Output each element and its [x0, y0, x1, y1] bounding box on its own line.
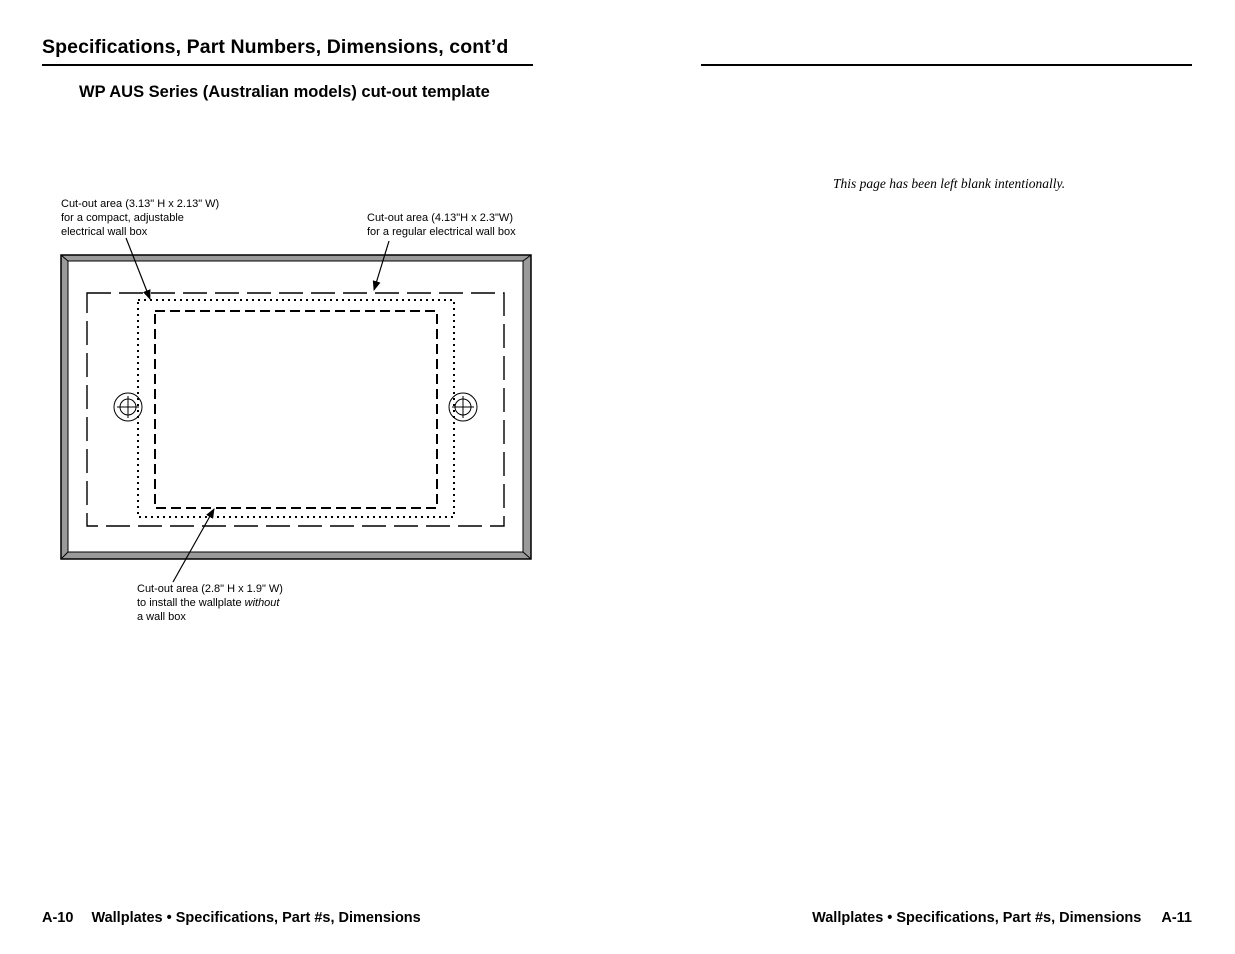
footer-right [812, 910, 1192, 926]
footer-text: Wallplates • Specifications, Part #s, Dimensions [812, 910, 1142, 926]
footer-text: Wallplates • Specifications, Part #s, Dimensions [91, 910, 421, 926]
callout-emphasis: without [244, 597, 280, 609]
callout-text: to install the wallplate [137, 597, 245, 609]
page-title: Specifications, Part Numbers, Dimensions, cont’d [42, 36, 509, 58]
page-number: A-10 [42, 910, 74, 926]
callout-line: Cut-out area (2.8" H x 1.9" W) [137, 583, 283, 595]
blank-page-note: This page has been left blank intentionally. [833, 176, 1066, 191]
screw-hole-icon [449, 393, 477, 421]
callout-line: Cut-out area (4.13"H x 2.3"W) [367, 212, 513, 224]
footer-left [42, 910, 421, 926]
callout-line: for a regular electrical wall box [367, 226, 516, 238]
screw-hole-icon [114, 393, 142, 421]
callout-line: electrical wall box [61, 226, 148, 238]
page-number: A-11 [1161, 910, 1192, 926]
callout-line: a wall box [137, 611, 186, 623]
section-heading: WP AUS Series (Australian models) cut-out template [79, 83, 490, 101]
callout-line: Cut-out area (3.13" H x 2.13" W) [61, 198, 220, 210]
callout-line: for a compact, adjustable [61, 212, 184, 224]
